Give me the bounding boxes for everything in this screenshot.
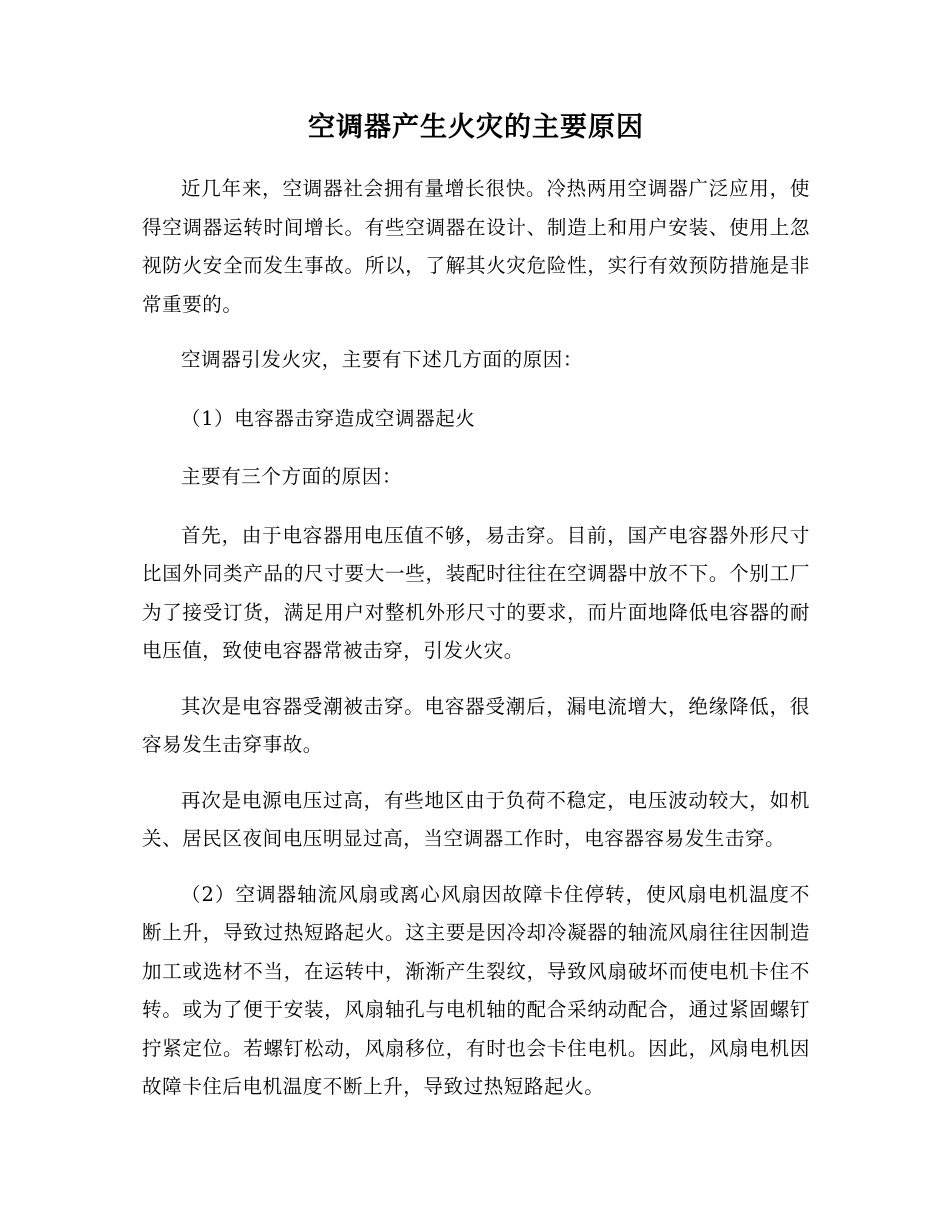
- paragraph-third-reason: 再次是电源电压过高，有些地区由于负荷不稳定，电压波动较大，如机关、居民区夜间电压明显过高，当空调器工作时，电容器容易发生击穿。: [142, 788, 810, 850]
- paragraph-three-reasons: 主要有三个方面的原因：: [181, 465, 403, 488]
- paragraph-second-reason: 其次是电容器受潮被击穿。电容器受潮后，漏电流增大，绝缘降低，很容易发生击穿事故。: [142, 694, 810, 756]
- section-heading-capacitor: （1）电容器击穿造成空调器起火: [181, 406, 476, 430]
- paragraph-first-reason: 首先，由于电容器用电压值不够，易击穿。目前，国产电容器外形尺寸比国外同类产品的尺寸要大一些，装配时往往在空调器中放不下。个别工厂为了接受订货，满足用户对整机外形尺寸的要求，而片面地降低电容器的耐电压值，致使电容器常被击穿，引发火灾。: [142, 523, 810, 662]
- paragraph-causes-lead: 空调器引发火灾，主要有下述几方面的原因：: [181, 348, 584, 371]
- paragraph-fan-failure: （2）空调器轴流风扇或离心风扇因故障卡住停转，使风扇电机温度不断上升，导致过热短路起火。这主要是因冷却冷凝器的轴流风扇往往因制造加工或选材不当，在运转中，渐渐产生裂纹，导致风扇破坏而使电机卡住不转。或为了便于安装，风扇轴孔与电机轴的配合采纳动配合，通过紧固螺钉拧紧定位。若螺钉松动，风扇移位，有时也会卡住电机。因此，风扇电机因故障卡住后电机温度不断上升，导致过热短路起火。: [142, 882, 810, 1098]
- document-page: [142, 108, 810, 1124]
- paragraph-intro: 近几年来，空调器社会拥有量增长很快。冷热两用空调器广泛应用，使得空调器运转时间增长。有些空调器在设计、制造上和用户安装、使用上忽视防火安全而发生事故。所以，了解其火灾危险性，实行有效预防措施是非常重要的。: [142, 177, 810, 316]
- document-title: 空调器产生火灾的主要原因: [308, 112, 644, 143]
